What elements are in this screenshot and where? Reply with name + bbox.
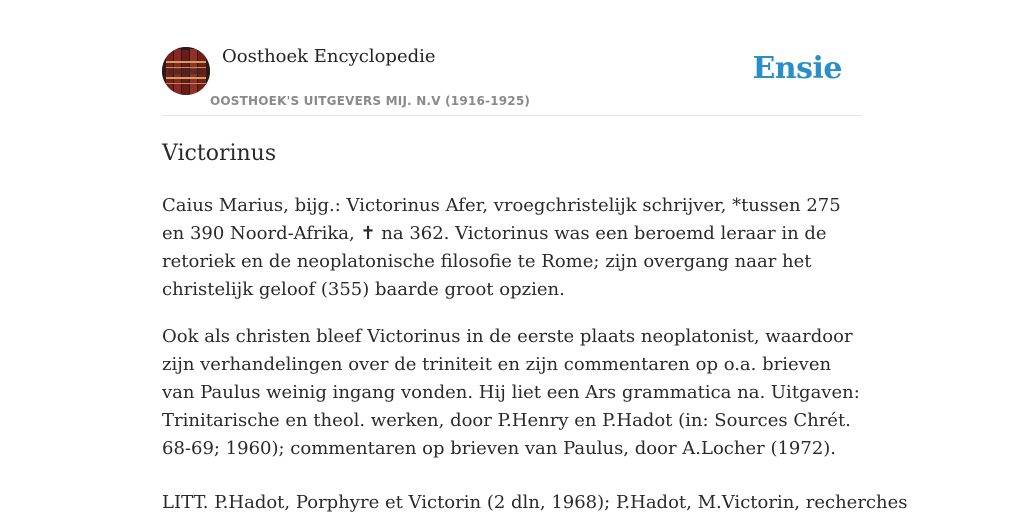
books-image-icon: [162, 47, 210, 95]
article-paragraph: Caius Marius, bijg.: Victorinus Afer, vroegchristelijk schrijver, *tussen 275 en 390 Noord-Afrika, ✝ na 362. Victorinus was een beroemd leraar in de retoriek en de neoplatonische filosofie te Rome; zijn overgang naar het christelijk geloof (355) baarde groot opzien.: [162, 195, 841, 300]
ensie-brand-logo[interactable]: Ensie: [752, 51, 842, 86]
site-logo-avatar[interactable]: [162, 47, 210, 95]
site-title[interactable]: Oosthoek Encyclopedie: [222, 46, 436, 67]
site-header: [162, 0, 862, 116]
article-paragraph: Ook als christen bleef Victorinus in de eerste plaats neoplatonist, waardoor zijn verhandelingen over de triniteit en zijn commentaren op o.a. brieven van Paulus weinig ingang vonden. Hij liet een Ars grammatica na. Uitgaven: Trinitarische en theol. werken, door P.Henry en P.Hadot (in: Sources Chrét. 68-69; 1960); commentaren op brieven van Paulus, door A.Locher (1972).: [162, 326, 860, 459]
article-literature-paragraph: LITT. P.Hadot, Porphyre et Victorin (2 dln, 1968); P.Hadot, M.Victorin, recherches: [162, 492, 908, 512]
page-container: [162, 0, 908, 512]
publisher-subtitle[interactable]: OOSTHOEK'S UITGEVERS MIJ. N.V (1916-1925): [210, 94, 531, 108]
article-title: Victorinus: [162, 141, 277, 166]
